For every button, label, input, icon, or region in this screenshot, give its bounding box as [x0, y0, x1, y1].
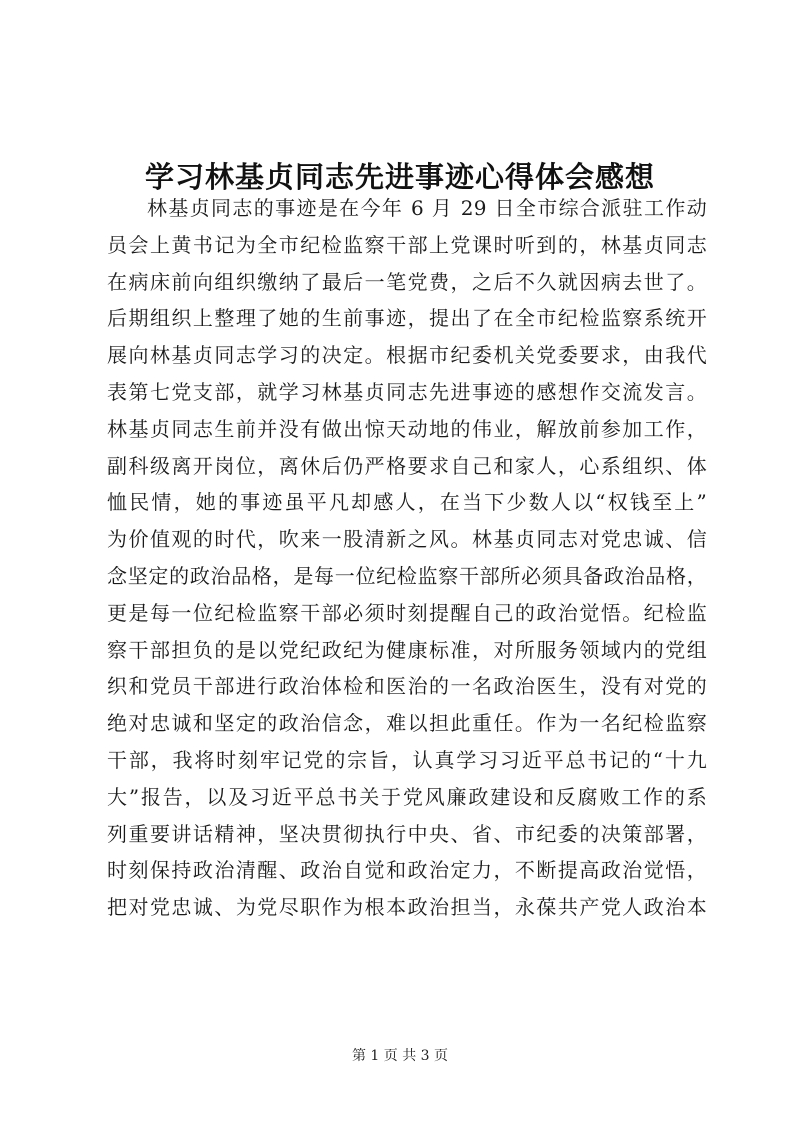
body-line: 时刻保持政治清醒、政治自觉和政治定力，不断提高政治觉悟，: [107, 858, 707, 883]
body-line: 列重要讲话精神，坚决贯彻执行中央、省、市纪委的决策部署，: [107, 821, 707, 846]
body-line: 林基贞同志生前并没有做出惊天动地的伟业，解放前参加工作，: [107, 416, 707, 441]
body-line: 林基贞同志的事迹是在今年 6 月 29 日全市综合派驻工作动: [147, 196, 707, 220]
body-line: 念坚定的政治品格，是每一位纪检监察干部所必须具备政治品格，: [107, 563, 707, 588]
body-line: 员会上黄书记为全市纪检监察干部上党课时听到的，林基贞同志: [107, 232, 707, 257]
body-line: 干部，我将时刻牢记党的宗旨，认真学习习近平总书记的“十九: [107, 747, 707, 772]
body-line: 大”报告，以及习近平总书关于党风廉政建设和反腐败工作的系: [107, 784, 707, 809]
body-line: 更是每一位纪检监察干部必须时刻提醒自己的政治觉悟。纪检监: [107, 600, 707, 625]
page-number: 第 1 页 共 3 页: [351, 1048, 449, 1064]
body-line: 表第七党支部，就学习林基贞同志先进事迹的感想作交流发言。: [107, 379, 707, 404]
body-line: 后期组织上整理了她的生前事迹，提出了在全市纪检监察系统开: [107, 306, 707, 331]
body-line: 把对党忠诚、为党尽职作为根本政治担当，永葆共产党人政治本: [107, 895, 707, 920]
body-line: 为价值观的时代，吹来一股清新之风。林基贞同志对党忠诚、信: [107, 527, 707, 552]
body-line: 绝对忠诚和坚定的政治信念，难以担此重任。作为一名纪检监察: [107, 711, 707, 736]
body-line: 织和党员干部进行政治体检和医治的一名政治医生，没有对党的: [107, 674, 707, 699]
body-line: 察干部担负的是以党纪政纪为健康标准，对所服务领域内的党组: [107, 637, 707, 662]
page-footer: [0, 1046, 800, 1066]
body-line: 展向林基贞同志学习的决定。根据市纪委机关党委要求，由我代: [107, 343, 707, 368]
body-line: 恤民情，她的事迹虽平凡却感人，在当下少数人以“权钱至上”: [107, 490, 707, 515]
body-line: 在病床前向组织缴纳了最后一笔党费，之后不久就因病去世了。: [107, 269, 707, 294]
body-line: 副科级离开岗位，离休后仍严格要求自己和家人，心系组织、体: [107, 453, 707, 478]
document-title: 学习林基贞同志先进事迹心得体会感想: [144, 160, 655, 195]
document-body: [107, 190, 707, 926]
